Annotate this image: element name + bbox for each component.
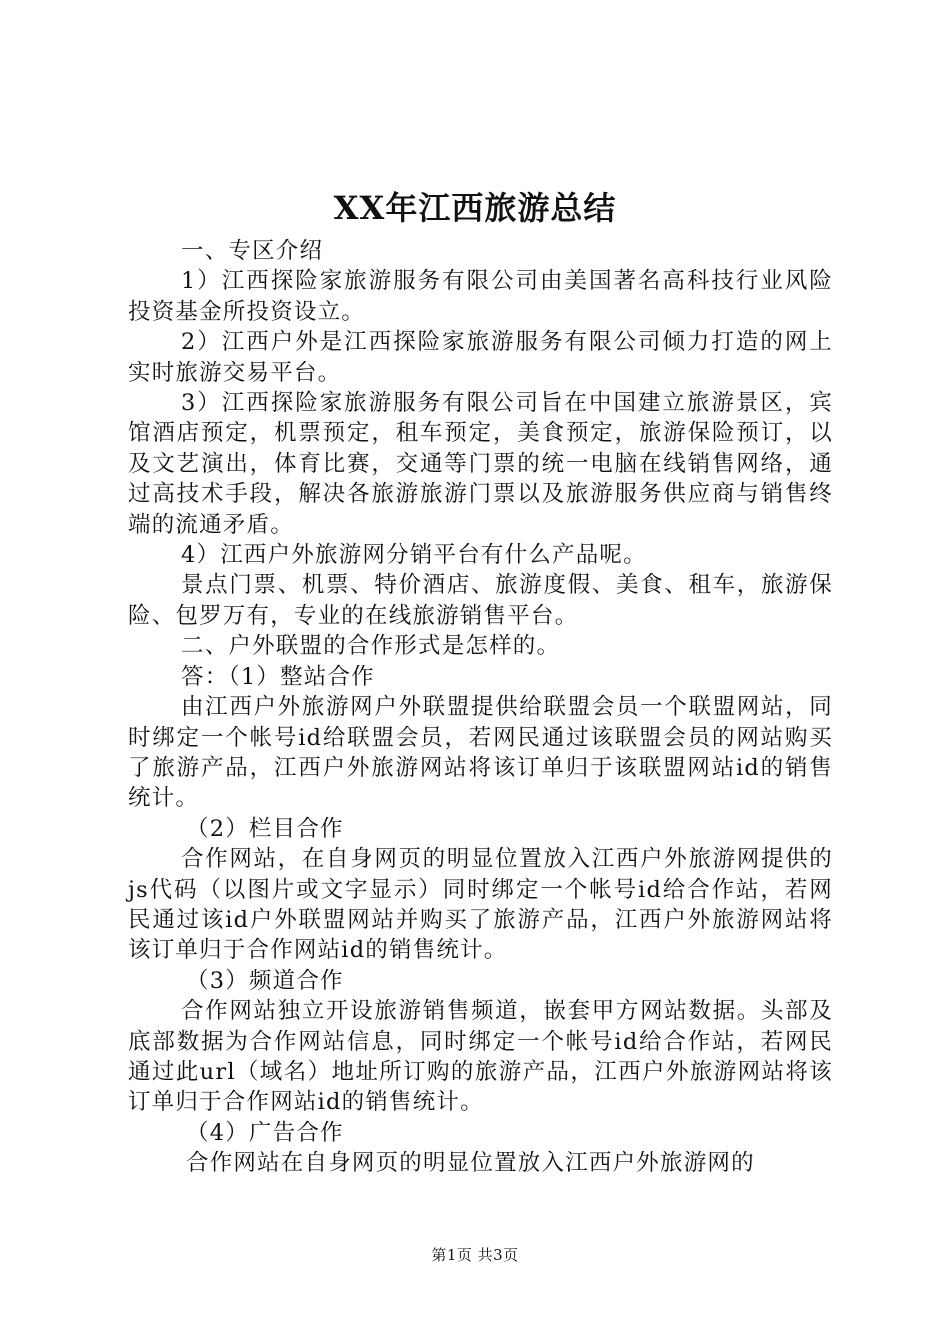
page-footer: 第1页 共3页 [431,1246,519,1264]
subheading-column-cooperation: （2）栏目合作 [186,815,344,842]
paragraph-products: 景点门票、机票、特价酒店、旅游度假、美食、租车，旅游保险、包罗万有，专业的在线旅游销售平台。 [128,572,833,629]
paragraph-column-cooperation: 合作网站，在自身网页的明显位置放入江西户外旅游网提供的js代码（以图片或文字显示）同时绑定一个帐号id给合作站，若网民通过该id户外联盟网站并购买了旅游产品，江西户外旅游网站将该订单归于合作网站id的销售统计。 [128,846,833,964]
paragraph-ad-cooperation: 合作网站在自身网页的明显位置放入江西户外旅游网的 [186,1150,755,1177]
paragraph-item-1: 1）江西探险家旅游服务有限公司由美国著名高科技行业风险投资基金所投资设立。 [128,268,833,325]
document-body [128,236,833,1179]
paragraph-channel-cooperation: 合作网站独立开设旅游销售频道，嵌套甲方网站数据。头部及底部数据为合作网站信息，同时绑定一个帐号id给合作站，若网民通过此url（域名）地址所订购的旅游产品，江西户外旅游网站将该订单归于合作网站id的销售统计。 [128,998,833,1116]
paragraph-item-3: 3）江西探险家旅游服务有限公司旨在中国建立旅游景区，宾馆酒店预定，机票预定，租车预定，美食预定，旅游保险预订，以及文艺演出，体育比赛，交通等门票的统一电脑在线销售网络，通过高技术手段，解决各旅游旅游门票以及旅游服务供应商与销售终端的流通矛盾。 [128,390,833,538]
subheading-site-cooperation: 答：（1）整站合作 [181,663,375,690]
subheading-ad-cooperation: （4）广告合作 [186,1119,344,1146]
paragraph-item-2: 2）江西户外是江西探险家旅游服务有限公司倾力打造的网上实时旅游交易平台。 [128,329,833,386]
section-heading-intro: 一、专区介绍 [181,238,324,264]
paragraph-item-4: 4）江西户外旅游网分销平台有什么产品呢。 [181,542,647,569]
section-heading-cooperation: 二、户外联盟的合作形式是怎样的。 [181,633,561,660]
paragraph-site-cooperation: 由江西户外旅游网户外联盟提供给联盟会员一个联盟网站，同时绑定一个帐号id给联盟会员，若网民通过该联盟会员的网站购买了旅游产品，江西户外旅游网站将该订单归于该联盟网站id的销售统计。 [128,694,833,812]
subheading-channel-cooperation: （3）频道合作 [186,967,344,994]
document-title: XX年江西旅游总结 [333,189,617,227]
